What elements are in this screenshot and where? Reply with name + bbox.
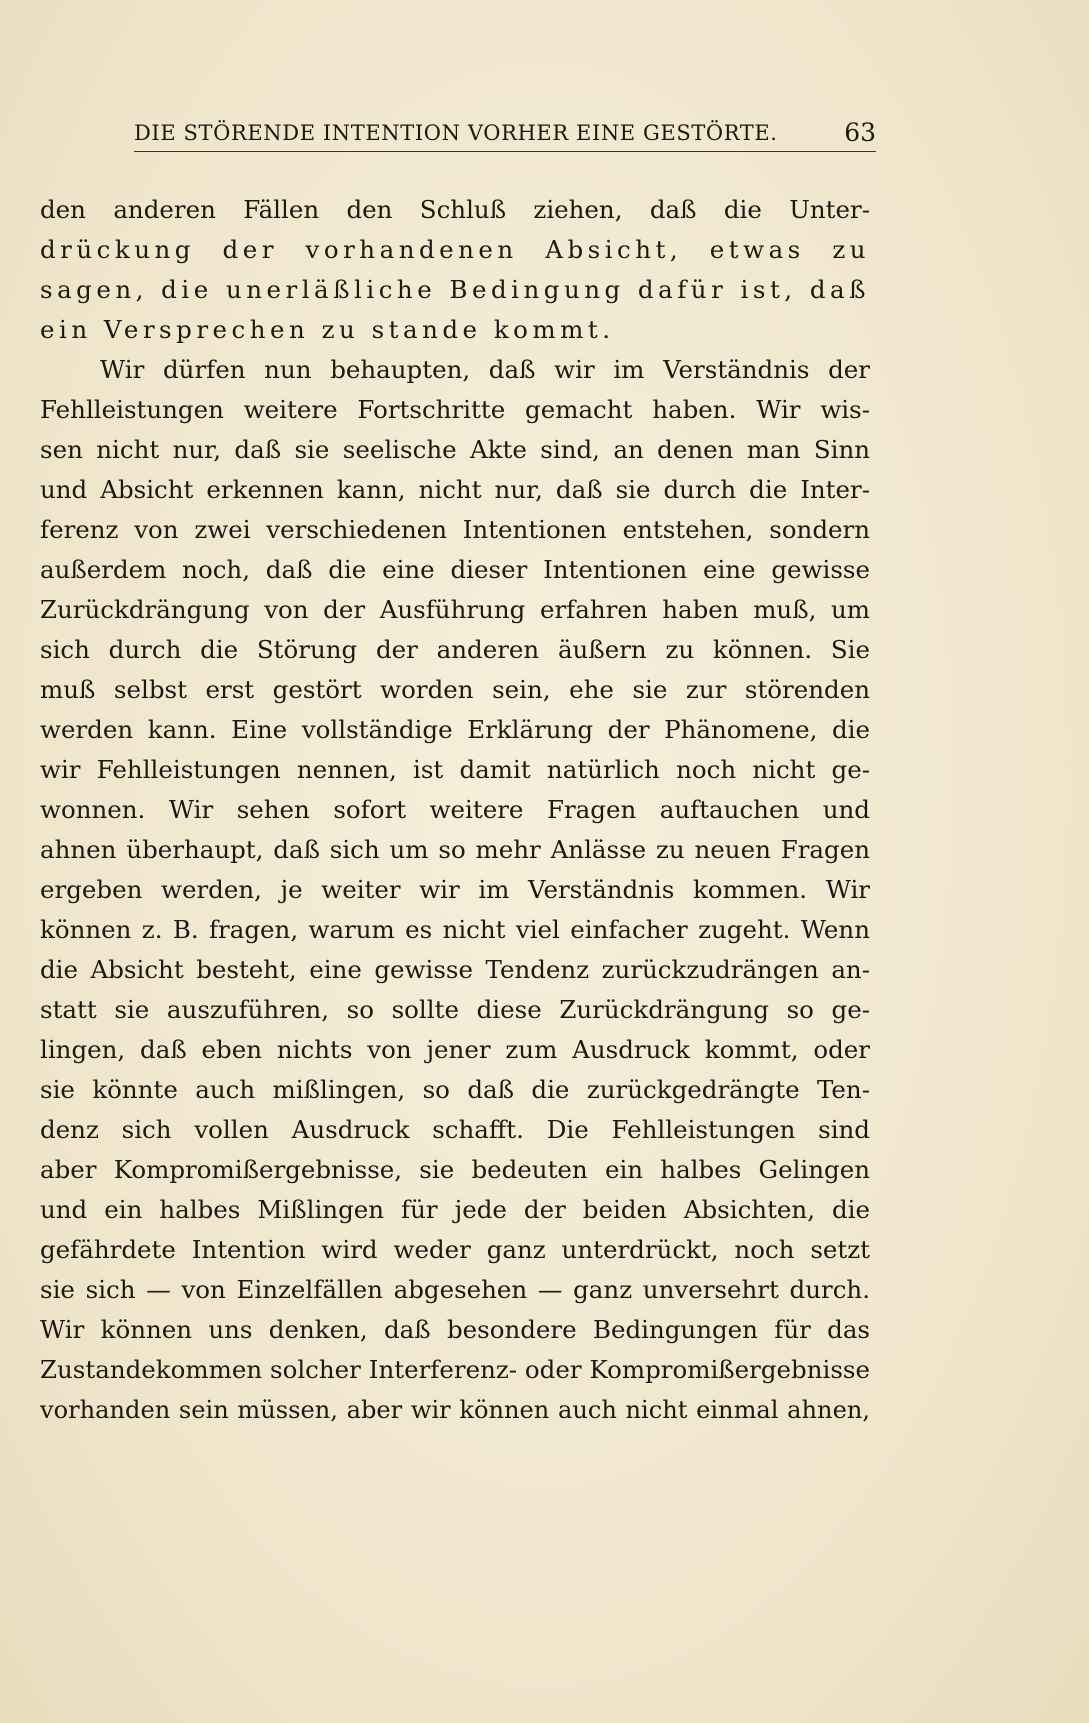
- text-line: Zurückdrängung von der Ausführung erfahren haben muß, um: [40, 595, 870, 624]
- text-line: wir Fehlleistungen nennen, ist damit natürlich noch nicht ge-: [40, 755, 870, 784]
- text-line: können z. B. fragen, warum es nicht viel einfacher zugeht. Wenn: [40, 915, 870, 944]
- body-text: [40, 190, 870, 1430]
- text-line: Fehlleistungen weitere Fortschritte gemacht haben. Wir wis-: [40, 395, 870, 424]
- text-line: Zustandekommen solcher Interferenz- oder Kompromißergebnisse: [40, 1355, 870, 1384]
- text-line: außerdem noch, daß die eine dieser Intentionen eine gewisse: [40, 555, 870, 584]
- text-line: ein Versprechen zu stande kommt.: [40, 315, 615, 344]
- text-line: und Absicht erkennen kann, nicht nur, daß sie durch die Inter-: [40, 475, 870, 504]
- text-line: vorhanden sein müssen, aber wir können auch nicht einmal ahnen,: [40, 1396, 870, 1424]
- text-line: denz sich vollen Ausdruck schafft. Die Fehlleistungen sind: [40, 1115, 870, 1144]
- text-line: wonnen. Wir sehen sofort weitere Fragen auftauchen und: [40, 795, 870, 824]
- chapter-heading: DIE STÖRENDE INTENTION VORHER EINE GESTÖRTE.: [134, 121, 778, 145]
- text-line: statt sie auszuführen, so sollte diese Zurückdrängung so ge-: [40, 995, 870, 1024]
- text-line: sagen, die unerläßliche Bedingung dafür ist, daß: [40, 275, 870, 304]
- text-line: sich durch die Störung der anderen äußern zu können. Sie: [40, 635, 870, 664]
- page-number: 63: [844, 118, 876, 147]
- text-line: gefährdete Intention wird weder ganz unterdrückt, noch setzt: [40, 1235, 870, 1264]
- text-line: sie könnte auch mißlingen, so daß die zurückgedrängte Ten-: [40, 1075, 870, 1104]
- text-line: ferenz von zwei verschiedenen Intentionen entstehen, sondern: [40, 515, 870, 544]
- text-line: Wir dürfen nun behaupten, daß wir im Verständnis der: [100, 355, 870, 384]
- text-line: sie sich — von Einzelfällen abgesehen — ganz unversehrt durch.: [40, 1275, 870, 1304]
- text-line: den anderen Fällen den Schluß ziehen, daß die Unter-: [40, 195, 870, 224]
- text-line: sen nicht nur, daß sie seelische Akte sind, an denen man Sinn: [40, 435, 870, 464]
- text-line: Wir können uns denken, daß besondere Bedingungen für das: [40, 1315, 870, 1344]
- text-line: lingen, daß eben nichts von jener zum Ausdruck kommt, oder: [40, 1035, 870, 1064]
- text-line: ergeben werden, je weiter wir im Verständnis kommen. Wir: [40, 875, 870, 904]
- text-line: die Absicht besteht, eine gewisse Tendenz zurückzudrängen an-: [40, 955, 870, 984]
- text-line: muß selbst erst gestört worden sein, ehe sie zur störenden: [40, 675, 870, 704]
- text-line: ahnen überhaupt, daß sich um so mehr Anlässe zu neuen Fragen: [40, 835, 870, 864]
- text-line: und ein halbes Mißlingen für jede der beiden Absichten, die: [40, 1195, 870, 1224]
- running-head: [134, 118, 876, 152]
- text-line: aber Kompromißergebnisse, sie bedeuten ein halbes Gelingen: [40, 1155, 870, 1184]
- text-line: werden kann. Eine vollständige Erklärung der Phänomene, die: [40, 715, 870, 744]
- text-line: drückung der vorhandenen Absicht, etwas zu: [40, 235, 870, 264]
